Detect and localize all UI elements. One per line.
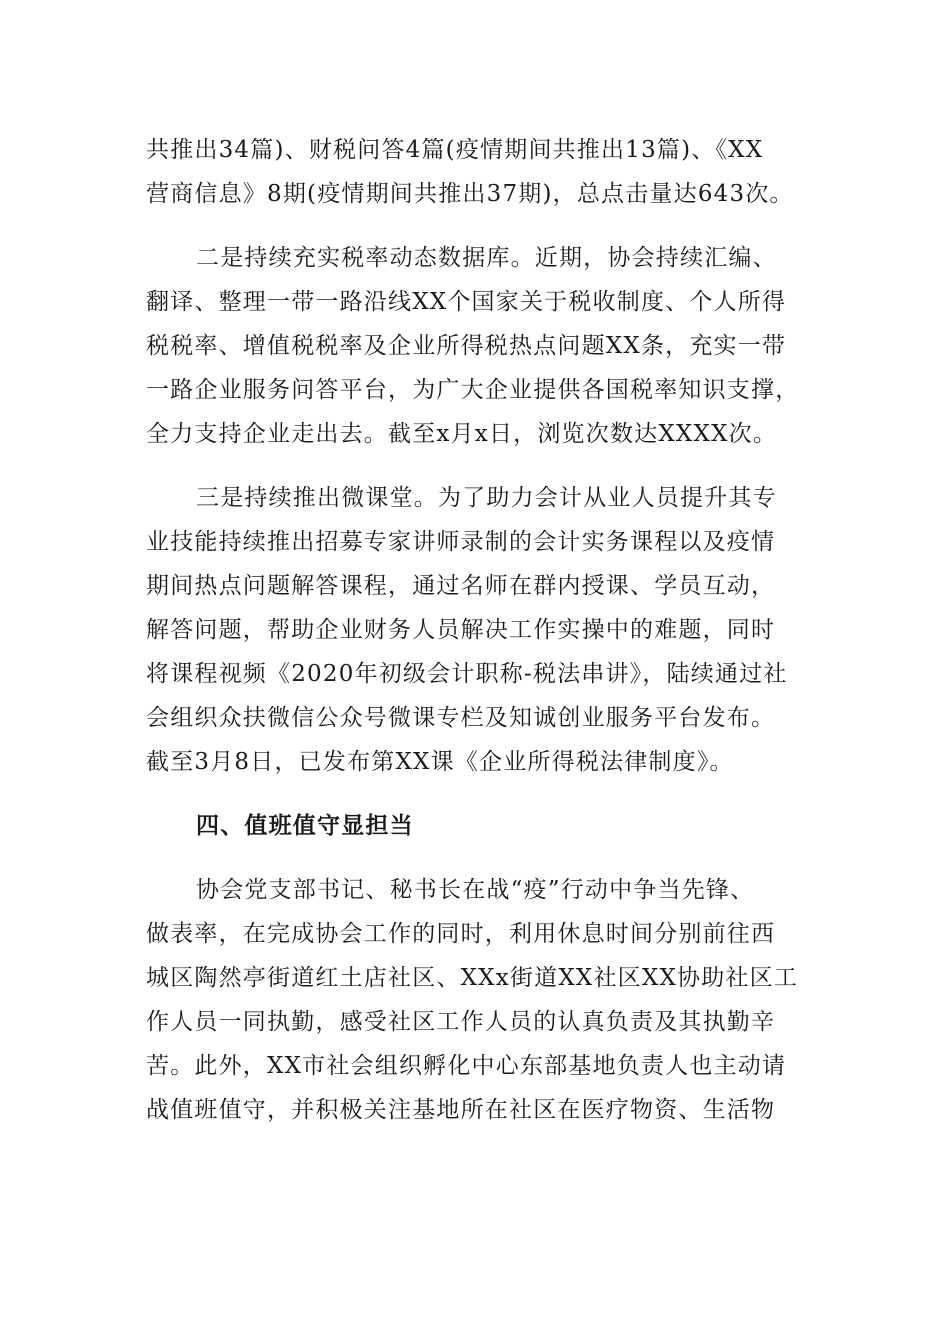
text-line: 共推出34篇)、财税问答4篇(疫情期间共推出13篇)、《XX: [146, 137, 764, 163]
text-line: 全力支持企业走出去。截至x月x日，浏览次数达XXXX次。: [146, 421, 778, 447]
text-line: 三是持续推出微课堂。为了助力会计从业人员提升其专: [196, 485, 777, 511]
text-line: 税税率、增值税税率及企业所得税热点问题XX条，充实一带: [146, 333, 787, 359]
text-line: 解答问题，帮助企业财务人员解决工作实操中的难题，同时: [146, 617, 776, 643]
text-line: 业技能持续推出招募专家讲师录制的会计实务课程以及疫情: [146, 529, 776, 555]
text-line: 翻译、整理一带一路沿线XX个国家关于税收制度、个人所得: [146, 289, 787, 315]
text-line: 城区陶然亭街道红土店社区、XXx街道XX社区XX协助社区工: [146, 965, 799, 991]
paragraph-1: [146, 128, 806, 216]
text-line: 苦。此外，XX市社会组织孵化中心东部基地负责人也主动请: [146, 1053, 787, 1079]
paragraph-gap: [146, 848, 806, 868]
section-heading: 四、值班值守显担当: [196, 813, 414, 839]
text-line: 期间热点问题解答课程，通过名师在群内授课、学员互动，: [146, 573, 776, 599]
text-line: 协会党支部书记、秘书长在战“疫”行动中争当先锋、: [196, 877, 755, 903]
text-line: 二是持续充实税率动态数据库。近期，协会持续汇编、: [196, 245, 777, 271]
document-body: [146, 128, 806, 1132]
text-line: 截至3月8日，已发布第XX课《企业所得税法律制度》。: [146, 749, 734, 775]
text-line: 战值班值守，并积极关注基地所在社区在医疗物资、生活物: [146, 1097, 776, 1123]
paragraph-gap: [146, 216, 806, 236]
text-line: 会组织众扶微信公众号微课专栏及知诚创业服务平台发布。: [146, 705, 776, 731]
paragraph-2: [146, 236, 806, 456]
text-line: 作人员一同执勤，感受社区工作人员的认真负责及其执勤辛: [146, 1009, 776, 1035]
text-line: 将课程视频《2020年初级会计职称-税法串讲》，陆续通过社: [146, 661, 788, 687]
text-line: 营商信息》8期(疫情期间共推出37期)，总点击量达643次。: [146, 181, 794, 207]
text-line: 一路企业服务问答平台，为广大企业提供各国税率知识支撑，: [146, 377, 800, 403]
paragraph-3: [146, 476, 806, 784]
paragraph-4: [146, 868, 806, 1132]
text-line: 做表率，在完成协会工作的同时，利用休息时间分别前往西: [146, 921, 776, 947]
paragraph-gap: [146, 784, 806, 804]
paragraph-gap: [146, 456, 806, 476]
